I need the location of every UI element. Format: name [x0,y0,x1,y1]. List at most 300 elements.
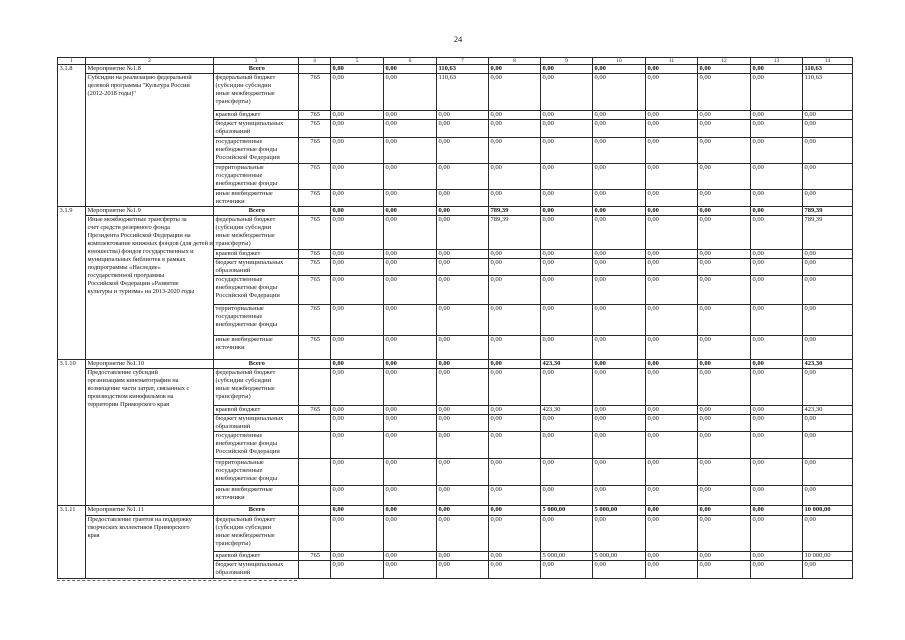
amount-cell: 0,00 [331,216,384,250]
amount-cell: 0,00 [541,415,593,432]
column-number-header: 5 [331,58,384,65]
amount-cell: 0,00 [541,74,593,111]
amount-cell: 0,00 [489,74,541,111]
amount-cell: 0,00 [541,336,593,360]
amount-cell: 0,00 [489,138,541,164]
budget-code: 765 [299,138,331,164]
amount-cell: 0,00 [698,305,751,336]
amount-cell: 0,00 [593,207,646,216]
amount-cell: 0,00 [331,305,384,336]
amount-cell: 0,00 [593,369,646,406]
budget-code [299,516,331,552]
amount-cell: 0,00 [593,415,646,432]
amount-cell: 0,00 [751,111,803,120]
budget-code: 765 [299,406,331,415]
amount-cell: 0,00 [437,552,489,561]
amount-cell: 0,00 [751,369,803,406]
amount-cell: 0,00 [437,506,489,516]
amount-cell: 0,00 [646,250,698,259]
amount-cell: 0,00 [541,138,593,164]
amount-cell: 423,30 [803,406,853,415]
amount-cell: 0,00 [541,486,593,506]
amount-cell: 0,00 [489,432,541,459]
amount-cell: 0,00 [384,259,437,276]
amount-cell: 0,00 [489,336,541,360]
amount-cell: 0,00 [384,65,437,74]
amount-cell: 110,63 [437,65,489,74]
amount-cell: 0,00 [646,506,698,516]
amount-cell: 0,00 [593,516,646,552]
amount-cell: 0,00 [331,250,384,259]
amount-cell: 0,00 [437,415,489,432]
amount-cell: 0,00 [437,164,489,190]
amount-cell: 0,00 [698,432,751,459]
page-number: 24 [453,34,463,44]
amount-cell: 789,39 [489,216,541,250]
column-number-header: 2 [86,58,214,65]
amount-cell: 0,00 [541,216,593,250]
amount-cell: 0,00 [803,369,853,406]
budget-code [299,415,331,432]
budget-code [299,369,331,406]
funding-source: Всего [214,207,299,216]
amount-cell: 0,00 [593,561,646,579]
amount-cell: 0,00 [751,561,803,579]
amount-cell: 0,00 [437,486,489,506]
amount-cell: 0,00 [698,276,751,305]
funding-source: иные внебюджетные источники [214,486,299,506]
amount-cell: 0,00 [384,305,437,336]
amount-cell: 0,00 [646,164,698,190]
amount-cell: 0,00 [541,207,593,216]
amount-cell: 0,00 [751,65,803,74]
funding-source: государственные внебюджетные фонды Российской Федерации [214,432,299,459]
amount-cell: 0,00 [751,276,803,305]
amount-cell: 0,00 [331,369,384,406]
amount-cell: 0,00 [331,120,384,138]
funding-source: иные внебюджетные источники [214,190,299,207]
amount-cell: 0,00 [384,138,437,164]
column-number-header: 7 [437,58,489,65]
amount-cell: 0,00 [698,415,751,432]
amount-cell: 0,00 [646,259,698,276]
amount-cell: 0,00 [751,74,803,111]
amount-cell: 0,00 [698,216,751,250]
amount-cell: 0,00 [489,250,541,259]
amount-cell: 0,00 [698,506,751,516]
amount-cell: 110,63 [803,65,853,74]
amount-cell: 0,00 [698,336,751,360]
amount-cell: 789,39 [489,207,541,216]
amount-cell: 0,00 [751,459,803,486]
amount-cell: 0,00 [331,65,384,74]
amount-cell: 0,00 [384,432,437,459]
amount-cell: 0,00 [384,552,437,561]
amount-cell: 0,00 [698,120,751,138]
amount-cell: 0,00 [593,138,646,164]
funding-source: краевой бюджет [214,552,299,561]
item-number: 3.1.10 [58,360,86,506]
amount-cell: 0,00 [593,65,646,74]
amount-cell: 0,00 [593,190,646,207]
amount-cell: 0,00 [384,561,437,579]
item-description: Предоставление субсидий организациям кинематографии на возмещение части затрат, связанных с производством кинофильмов на территории Приморского края [86,369,214,506]
amount-cell: 0,00 [803,250,853,259]
budget-code: 765 [299,336,331,360]
table-row [58,369,853,406]
amount-cell: 0,00 [331,561,384,579]
amount-cell: 0,00 [803,120,853,138]
item-title: Мероприятие №1.11 [86,506,214,516]
amount-cell: 0,00 [489,486,541,506]
amount-cell: 0,00 [646,459,698,486]
amount-cell: 0,00 [593,120,646,138]
amount-cell: 0,00 [489,415,541,432]
amount-cell: 0,00 [437,190,489,207]
amount-cell: 423,30 [541,406,593,415]
amount-cell: 0,00 [331,415,384,432]
funding-source: иные внебюджетные источники [214,336,299,360]
amount-cell: 0,00 [489,65,541,74]
amount-cell: 0,00 [384,74,437,111]
funding-source: бюджет муниципальных образований [214,415,299,432]
amount-cell: 0,00 [698,190,751,207]
funding-source: краевой бюджет [214,406,299,415]
amount-cell: 0,00 [646,276,698,305]
amount-cell: 0,00 [489,120,541,138]
amount-cell: 0,00 [541,164,593,190]
amount-cell: 0,00 [437,250,489,259]
item-description: Субсидии на реализацию федеральной целевой программы "Культура России (2012-2018 годы)" [86,74,214,207]
amount-cell: 0,00 [646,74,698,111]
amount-cell: 0,00 [646,432,698,459]
amount-cell: 0,00 [698,138,751,164]
amount-cell: 0,00 [541,305,593,336]
amount-cell: 0,00 [698,406,751,415]
amount-cell: 789,39 [803,207,853,216]
amount-cell: 0,00 [384,360,437,369]
funding-source: государственные внебюджетные фонды Российской Федерации [214,138,299,164]
amount-cell: 0,00 [803,305,853,336]
budget-code: 765 [299,111,331,120]
amount-cell: 0,00 [751,486,803,506]
amount-cell: 0,00 [803,276,853,305]
table-row [58,207,853,216]
amount-cell: 0,00 [803,459,853,486]
amount-cell: 0,00 [331,336,384,360]
amount-cell: 0,00 [541,250,593,259]
funding-source: Всего [214,360,299,369]
amount-cell: 0,00 [751,216,803,250]
amount-cell: 423,30 [541,360,593,369]
amount-cell: 0,00 [384,486,437,506]
amount-cell: 0,00 [593,486,646,506]
amount-cell: 0,00 [698,111,751,120]
amount-cell: 0,00 [331,207,384,216]
amount-cell: 0,00 [331,259,384,276]
amount-cell: 0,00 [489,406,541,415]
amount-cell: 0,00 [646,65,698,74]
amount-cell: 0,00 [489,506,541,516]
amount-cell: 0,00 [331,138,384,164]
amount-cell: 0,00 [698,459,751,486]
amount-cell: 0,00 [437,305,489,336]
amount-cell: 0,00 [384,276,437,305]
amount-cell: 0,00 [437,369,489,406]
amount-cell: 0,00 [437,259,489,276]
amount-cell: 0,00 [489,360,541,369]
amount-cell: 0,00 [751,250,803,259]
table-row [58,360,853,369]
item-description: Предоставление грантов на поддержку творческих коллективов Приморского края [86,516,214,579]
amount-cell: 0,00 [803,138,853,164]
amount-cell: 0,00 [384,207,437,216]
column-number-header: 13 [751,58,803,65]
budget-code: 765 [299,552,331,561]
amount-cell: 0,00 [541,111,593,120]
budget-code: 765 [299,190,331,207]
budget-code [299,432,331,459]
amount-cell: 0,00 [646,486,698,506]
budget-code [299,561,331,579]
amount-cell: 0,00 [541,369,593,406]
amount-cell: 0,00 [331,506,384,516]
amount-cell: 110,63 [437,74,489,111]
amount-cell: 423,30 [803,360,853,369]
amount-cell: 5 000,00 [593,552,646,561]
table-cut-edge [57,580,297,581]
amount-cell: 0,00 [751,432,803,459]
amount-cell: 0,00 [646,360,698,369]
amount-cell: 0,00 [646,138,698,164]
table-body [58,58,853,579]
amount-cell: 0,00 [646,369,698,406]
amount-cell: 0,00 [437,516,489,552]
amount-cell: 0,00 [593,360,646,369]
amount-cell: 0,00 [384,250,437,259]
amount-cell: 0,00 [803,561,853,579]
amount-cell: 0,00 [331,164,384,190]
budget-code: 765 [299,250,331,259]
budget-code [299,207,331,216]
amount-cell: 0,00 [331,486,384,506]
amount-cell: 0,00 [331,406,384,415]
budget-code: 765 [299,276,331,305]
amount-cell: 0,00 [541,276,593,305]
amount-cell: 0,00 [751,138,803,164]
amount-cell: 0,00 [331,111,384,120]
amount-cell: 10 000,00 [803,506,853,516]
amount-cell: 0,00 [437,207,489,216]
funding-source: краевой бюджет [214,111,299,120]
amount-cell: 0,00 [803,516,853,552]
amount-cell: 0,00 [384,369,437,406]
amount-cell: 0,00 [437,459,489,486]
amount-cell: 0,00 [698,74,751,111]
funding-source: государственные внебюджетные фонды Российской Федерации [214,276,299,305]
funding-source: федеральный бюджет (субсидии субсидии иные межбюджетные трансферты) [214,369,299,406]
table-row [58,216,853,250]
funding-source: территориальные государственные внебюджетные фонды [214,459,299,486]
amount-cell: 0,00 [803,486,853,506]
amount-cell: 5 000,00 [541,506,593,516]
amount-cell: 0,00 [751,336,803,360]
amount-cell: 0,00 [384,164,437,190]
header-row [58,58,853,65]
amount-cell: 0,00 [698,360,751,369]
budget-code: 765 [299,216,331,250]
amount-cell: 0,00 [331,276,384,305]
amount-cell: 0,00 [384,111,437,120]
funding-source: краевой бюджет [214,250,299,259]
amount-cell: 0,00 [437,216,489,250]
item-title: Мероприятие №1.9 [86,207,214,216]
budget-code: 765 [299,259,331,276]
amount-cell: 0,00 [384,216,437,250]
amount-cell: 0,00 [331,459,384,486]
amount-cell: 5 000,00 [541,552,593,561]
amount-cell: 0,00 [593,459,646,486]
amount-cell: 0,00 [384,120,437,138]
funding-source: территориальные государственные внебюджетные фонды [214,305,299,336]
amount-cell: 0,00 [489,561,541,579]
amount-cell: 0,00 [384,506,437,516]
amount-cell: 0,00 [751,207,803,216]
item-number: 3.1.11 [58,506,86,579]
amount-cell: 0,00 [646,406,698,415]
amount-cell: 0,00 [698,552,751,561]
amount-cell: 0,00 [541,190,593,207]
funding-source: Всего [214,506,299,516]
item-number: 3.1.8 [58,65,86,207]
amount-cell: 0,00 [437,561,489,579]
column-number-header: 12 [698,58,751,65]
amount-cell: 0,00 [489,276,541,305]
column-number-header: 4 [299,58,331,65]
amount-cell: 0,00 [646,120,698,138]
amount-cell: 0,00 [384,336,437,360]
amount-cell: 789,39 [803,216,853,250]
amount-cell: 0,00 [803,415,853,432]
amount-cell: 0,00 [751,360,803,369]
item-title: Мероприятие №1.8 [86,65,214,74]
amount-cell: 0,00 [646,216,698,250]
column-number-header: 1 [58,58,86,65]
amount-cell: 0,00 [541,120,593,138]
amount-cell: 0,00 [331,516,384,552]
amount-cell: 0,00 [437,432,489,459]
amount-cell: 10 000,00 [803,552,853,561]
amount-cell: 0,00 [751,406,803,415]
amount-cell: 0,00 [331,360,384,369]
amount-cell: 0,00 [751,190,803,207]
item-description: Иные межбюджетные трансферты за счет средств резервного фонда Президента Российской Федерации на комплектование книжных фондов (для детей и юношества) фондов государственных и муниципальных библиотек в рамках подпрограммы «Наследие» государственной программы Российской Федерации «Развитие культуры и туризма» на 2013-2020 годы [86,216,214,360]
funding-source: Всего [214,65,299,74]
budget-code [299,65,331,74]
amount-cell: 0,00 [593,406,646,415]
column-number-header: 6 [384,58,437,65]
amount-cell: 0,00 [541,432,593,459]
amount-cell: 110,63 [803,74,853,111]
amount-cell: 0,00 [489,111,541,120]
amount-cell: 0,00 [541,516,593,552]
amount-cell: 0,00 [437,276,489,305]
amount-cell: 0,00 [646,305,698,336]
amount-cell: 0,00 [437,111,489,120]
amount-cell: 0,00 [489,516,541,552]
amount-cell: 0,00 [698,164,751,190]
amount-cell: 0,00 [698,486,751,506]
amount-cell: 0,00 [698,369,751,406]
amount-cell: 0,00 [384,415,437,432]
amount-cell: 0,00 [593,74,646,111]
amount-cell: 0,00 [593,164,646,190]
table-row [58,74,853,111]
amount-cell: 0,00 [331,552,384,561]
amount-cell: 0,00 [803,111,853,120]
funding-source: федеральный бюджет (субсидии субсидии иные межбюджетные трансферты) [214,516,299,552]
table-row [58,516,853,552]
table-row [58,65,853,74]
column-number-header: 10 [593,58,646,65]
column-number-header: 3 [214,58,299,65]
amount-cell: 0,00 [437,360,489,369]
amount-cell: 0,00 [541,65,593,74]
amount-cell: 0,00 [384,190,437,207]
amount-cell: 5 000,00 [593,506,646,516]
amount-cell: 0,00 [698,561,751,579]
table-row [58,506,853,516]
column-number-header: 9 [541,58,593,65]
amount-cell: 0,00 [384,406,437,415]
amount-cell: 0,00 [698,516,751,552]
amount-cell: 0,00 [803,432,853,459]
budget-code [299,486,331,506]
amount-cell: 0,00 [751,259,803,276]
amount-cell: 0,00 [593,432,646,459]
funding-source: бюджет муниципальных образований [214,561,299,579]
amount-cell: 0,00 [489,164,541,190]
amount-cell: 0,00 [489,552,541,561]
amount-cell: 0,00 [803,164,853,190]
funding-source: бюджет муниципальных образований [214,259,299,276]
amount-cell: 0,00 [541,459,593,486]
funding-source: территориальные государственные внебюджетные фонды [214,164,299,190]
amount-cell: 0,00 [751,516,803,552]
budget-code: 765 [299,164,331,190]
amount-cell: 0,00 [541,561,593,579]
amount-cell: 0,00 [646,516,698,552]
amount-cell: 0,00 [437,120,489,138]
item-title: Мероприятие №1.10 [86,360,214,369]
amount-cell: 0,00 [593,336,646,360]
amount-cell: 0,00 [437,406,489,415]
amount-cell: 0,00 [437,138,489,164]
column-number-header: 11 [646,58,698,65]
amount-cell: 0,00 [698,259,751,276]
amount-cell: 0,00 [751,506,803,516]
amount-cell: 0,00 [384,516,437,552]
amount-cell: 0,00 [698,65,751,74]
amount-cell: 0,00 [751,164,803,190]
funding-source: федеральный бюджет (субсидии субсидии иные межбюджетные трансферты) [214,216,299,250]
amount-cell: 0,00 [646,415,698,432]
amount-cell: 0,00 [489,459,541,486]
amount-cell: 0,00 [593,259,646,276]
amount-cell: 0,00 [593,305,646,336]
funding-source: федеральный бюджет (субсидии субсидии иные межбюджетные трансферты) [214,74,299,111]
budget-table [57,57,853,579]
